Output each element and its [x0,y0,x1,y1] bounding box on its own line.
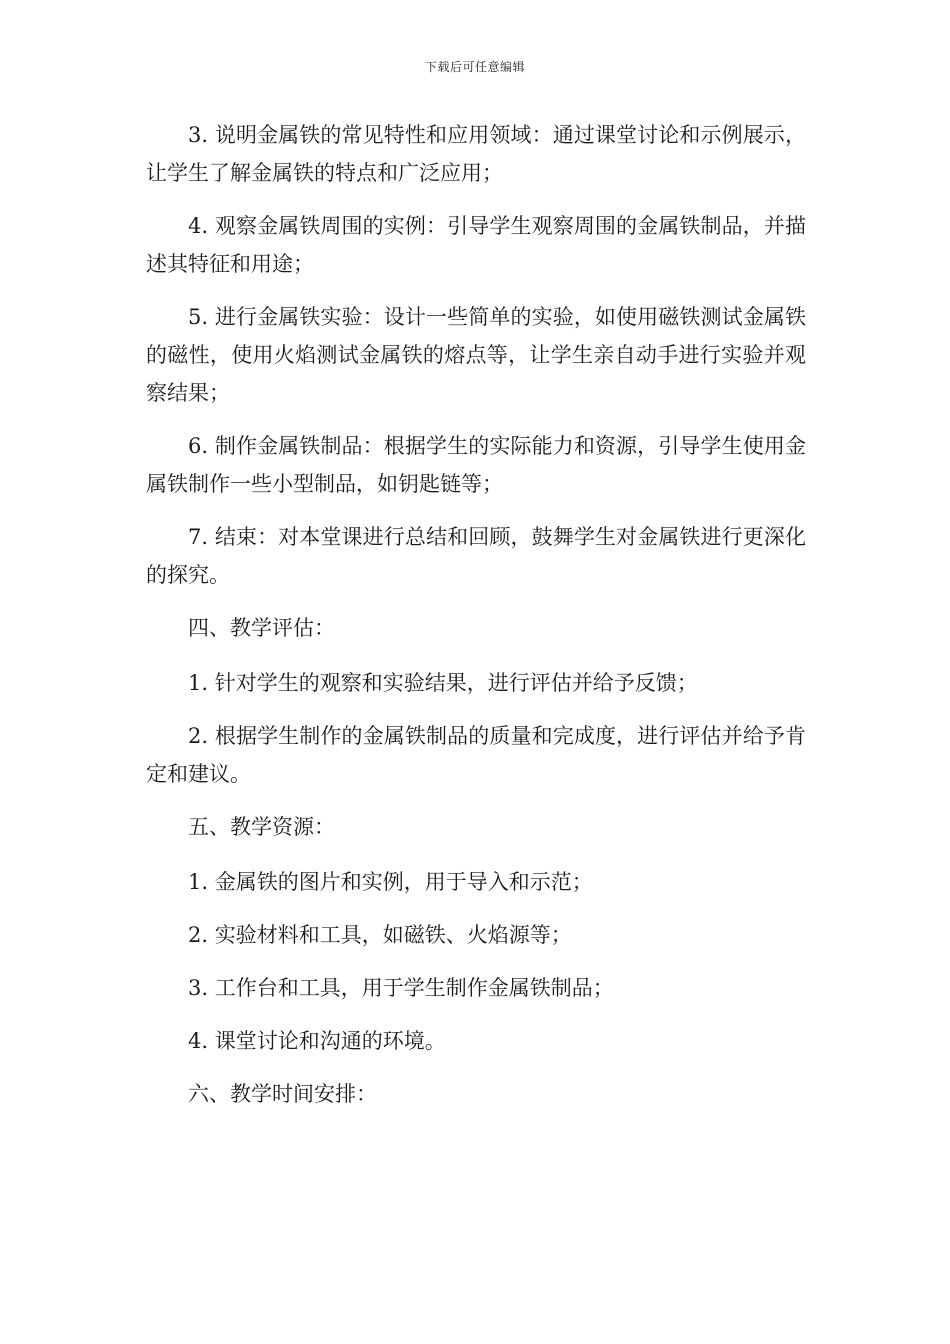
evaluation-item-1: 1. 针对学生的观察和实验结果，进行评估并给予反馈； [188,671,698,695]
section-heading-resources: 五、教学资源： [188,815,335,839]
resource-item-3: 3. 工作台和工具，用于学生制作金属铁制品； [188,976,614,1000]
step-3-paragraph: 3. 说明金属铁的常见特性和应用领域：通过课堂讨论和示例展示，让学生了解金属铁的特点和广泛应用； [146,123,806,185]
step-4-paragraph: 4. 观察金属铁周围的实例：引导学生观察周围的金属铁制品，并描述其特征和用途； [146,214,806,276]
resource-item-2: 2. 实验材料和工具，如磁铁、火焰源等； [188,923,572,947]
section-heading-evaluation: 四、教学评估： [188,616,335,640]
evaluation-item-2: 2. 根据学生制作的金属铁制品的质量和完成度，进行评估并给予肯定和建议。 [146,724,806,786]
resource-item-1: 1. 金属铁的图片和实例，用于导入和示范； [188,870,593,894]
resource-item-4: 4. 课堂讨论和沟通的环境。 [188,1029,446,1053]
page-header-note: 下载后可任意编辑 [424,60,525,74]
section-heading-schedule: 六、教学时间安排： [188,1082,377,1106]
document-body [146,116,806,1130]
step-5-paragraph: 5. 进行金属铁实验：设计一些简单的实验，如使用磁铁测试金属铁的磁性，使用火焰测试金属铁的熔点等，让学生亲自动手进行实验并观察结果； [146,305,806,405]
step-7-paragraph: 7. 结束：对本堂课进行总结和回顾，鼓舞学生对金属铁进行更深化的探究。 [146,525,806,587]
step-6-paragraph: 6. 制作金属铁制品：根据学生的实际能力和资源，引导学生使用金属铁制作一些小型制品，如钥匙链等； [146,434,806,496]
